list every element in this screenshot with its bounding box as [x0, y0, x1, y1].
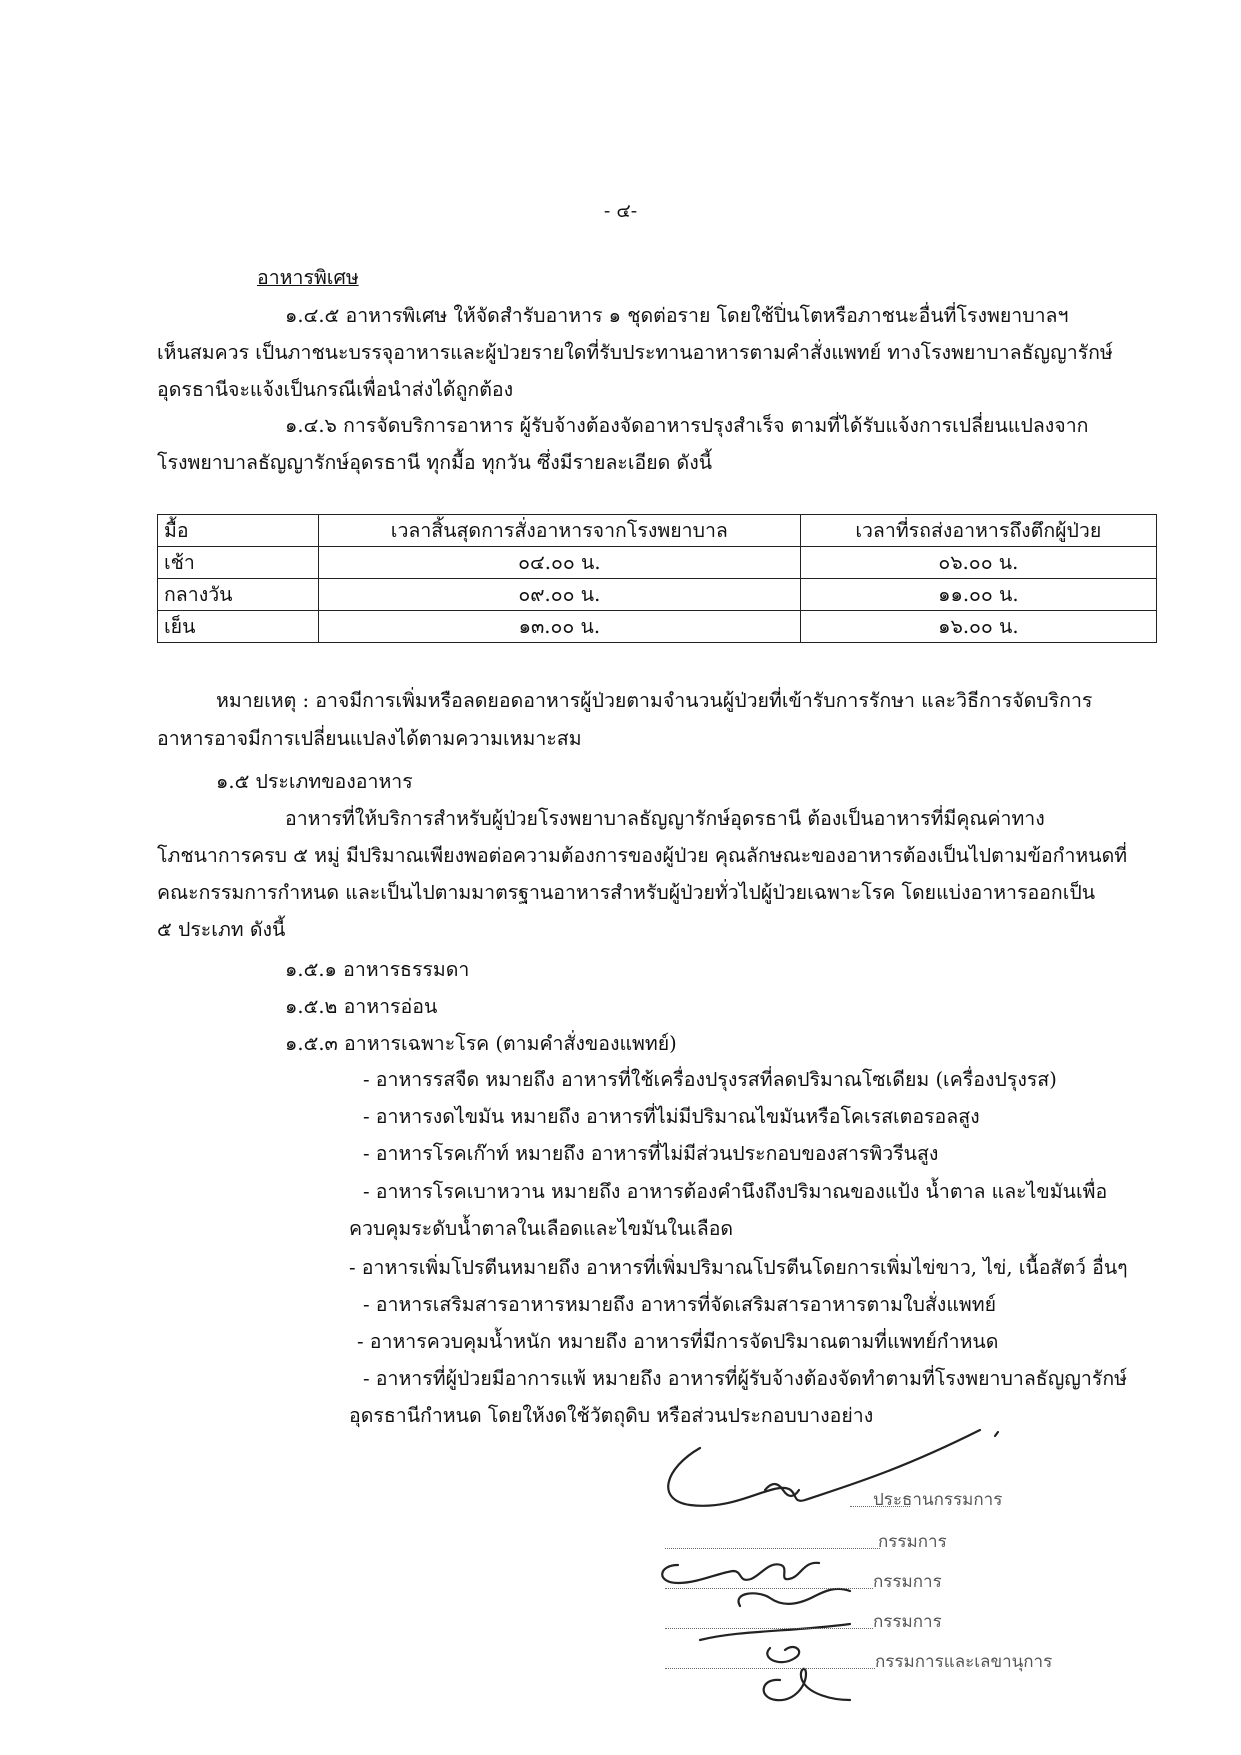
section-1-5-title: ๑.๕ ประเภทของอาหาร: [216, 770, 413, 793]
remark-line: อาหารอาจมีการเปลี่ยนแปลงได้ตามความเหมาะสม: [157, 727, 582, 750]
signature-line: [665, 1628, 873, 1629]
delivery-time: ๐๖.๐๐ น.: [800, 547, 1156, 579]
remark-line: หมายเหตุ : อาจมีการเพิ่มหรือลดยอดอาหารผู้ป่วยตามจำนวนผู้ป่วยที่เข้ารับการรักษา และวิธีการจัดบริการ: [216, 689, 1093, 712]
paragraph-line: เห็นสมควร เป็นภาชนะบรรจุอาหารและผู้ป่วยรายใดที่รับประทานอาหารตามคำสั่งแพทย์ ทางโรงพยาบาลธัญญารักษ์: [157, 341, 1113, 364]
paragraph-line: คณะกรรมการกำหนด และเป็นไปตามมาตรฐานอาหารสำหรับผู้ป่วยทั่วไปผู้ป่วยเฉพาะโรค โดยแบ่งอาหารออกเป็น: [157, 881, 1096, 904]
signature-stroke: [662, 1563, 819, 1583]
signature-stroke: [995, 1432, 998, 1436]
signature-stroke: [764, 1669, 850, 1700]
meal-name: เช้า: [158, 547, 319, 579]
order-deadline: ๐๔.๐๐ น.: [319, 547, 801, 579]
list-item: - อาหารโรคเก๊าท์ หมายถึง อาหารที่ไม่มีส่วนประกอบของสารพิวรีนสูง: [363, 1142, 939, 1165]
signature-stroke: [700, 1624, 850, 1640]
list-item: อุดรธานีกำหนด โดยให้งดใช้วัตถุดิบ หรือส่วนประกอบบางอย่าง: [349, 1404, 874, 1427]
header-meal: มื้อ: [158, 515, 319, 547]
list-item: - อาหารโรคเบาหวาน หมายถึง อาหารต้องคำนึงถึงปริมาณของแป้ง น้ำตาล และไขมันเพื่อ: [363, 1180, 1108, 1203]
paragraph-line: ๑.๔.๕ อาหารพิเศษ ให้จัดสำรับอาหาร ๑ ชุดต่อราย โดยใช้ปิ่นโตหรือภาชนะอื่นที่โรงพยาบาลฯ: [285, 304, 1069, 327]
header-delivery-time: เวลาที่รถส่งอาหารถึงตึกผู้ป่วย: [800, 515, 1156, 547]
signature-role-member: กรรมการ: [873, 1612, 942, 1632]
signature-role-member: กรรมการ: [878, 1532, 947, 1552]
delivery-time: ๑๑.๐๐ น.: [800, 579, 1156, 611]
list-item: - อาหารเสริมสารอาหารหมายถึง อาหารที่จัดเสริมสารอาหารตามใบสั่งแพทย์: [363, 1293, 997, 1316]
signature-line: [665, 1588, 873, 1589]
signature-stroke: [767, 1647, 799, 1662]
meal-name: เย็น: [158, 611, 319, 643]
order-deadline: ๑๓.๐๐ น.: [319, 611, 801, 643]
paragraph-line: โภชนาการครบ ๕ หมู่ มีปริมาณเพียงพอต่อความต้องการของผู้ป่วย คุณลักษณะของอาหารต้องเป็นไปตามข้อกำหนดที่: [157, 844, 1128, 867]
list-item: - อาหารเพิ่มโปรตีนหมายถึง อาหารที่เพิ่มปริมาณโปรตีนโดยการเพิ่มไข่ขาว, ไข่, เนื้อสัตว์ อื่นๆ: [349, 1256, 1128, 1279]
header-order-deadline: เวลาสิ้นสุดการสั่งอาหารจากโรงพยาบาล: [319, 515, 801, 547]
list-item: - อาหารรสจืด หมายถึง อาหารที่ใช้เครื่องปรุงรสที่ลดปริมาณโซเดียม (เครื่องปรุงรส): [363, 1068, 1057, 1091]
paragraph-line: โรงพยาบาลธัญญารักษ์อุดรธานี ทุกมื้อ ทุกวัน ซึ่งมีรายละเอียด ดังนี้: [157, 451, 713, 474]
list-item: ๑.๕.๑ อาหารธรรมดา: [285, 958, 470, 981]
list-item: ควบคุมระดับน้ำตาลในเลือดและไขมันในเลือด: [349, 1217, 734, 1240]
signature-role-secretary: กรรมการและเลขานุการ: [875, 1652, 1053, 1672]
signature-role-chair: ประธานกรรมการ: [873, 1490, 1003, 1510]
signature-line: [665, 1668, 875, 1669]
delivery-time: ๑๖.๐๐ น.: [800, 611, 1156, 643]
list-item: - อาหารควบคุมน้ำหนัก หมายถึง อาหารที่มีการจัดปริมาณตามที่แพทย์กำหนด: [357, 1330, 999, 1353]
paragraph-line: ๕ ประเภท ดังนี้: [157, 918, 286, 941]
signature-role-member: กรรมการ: [873, 1572, 942, 1592]
list-item: ๑.๕.๒ อาหารอ่อน: [285, 995, 438, 1018]
order-deadline: ๐๙.๐๐ น.: [319, 579, 801, 611]
paragraph-line: อุดรธานีจะแจ้งเป็นกรณีเพื่อนำส่งได้ถูกต้อง: [157, 378, 514, 401]
list-item: ๑.๕.๓ อาหารเฉพาะโรค (ตามคำสั่งของแพทย์): [285, 1032, 677, 1055]
meal-name: กลางวัน: [158, 579, 319, 611]
page-number: - ๔-: [603, 200, 638, 222]
special-food-heading: อาหารพิเศษ: [257, 266, 359, 289]
signature-line: [665, 1548, 880, 1549]
list-item: - อาหารงดไขมัน หมายถึง อาหารที่ไม่มีปริมาณไขมันหรือโคเรสเตอรอลสูง: [363, 1105, 980, 1128]
paragraph-line: อาหารที่ให้บริการสำหรับผู้ป่วยโรงพยาบาลธัญญารักษ์อุดรธานี ต้องเป็นอาหารที่มีคุณค่าทาง: [285, 807, 1045, 830]
paragraph-line: ๑.๔.๖ การจัดบริการอาหาร ผู้รับจ้างต้องจัดอาหารปรุงสำเร็จ ตามที่ได้รับแจ้งการเปลี่ยนแปลงจาก: [285, 414, 1089, 437]
signature-stroke: [738, 1589, 850, 1606]
list-item: - อาหารที่ผู้ป่วยมีอาการแพ้ หมายถึง อาหารที่ผู้รับจ้างต้องจัดทำตามที่โรงพยาบาลธัญญารักษ์: [363, 1367, 1128, 1390]
